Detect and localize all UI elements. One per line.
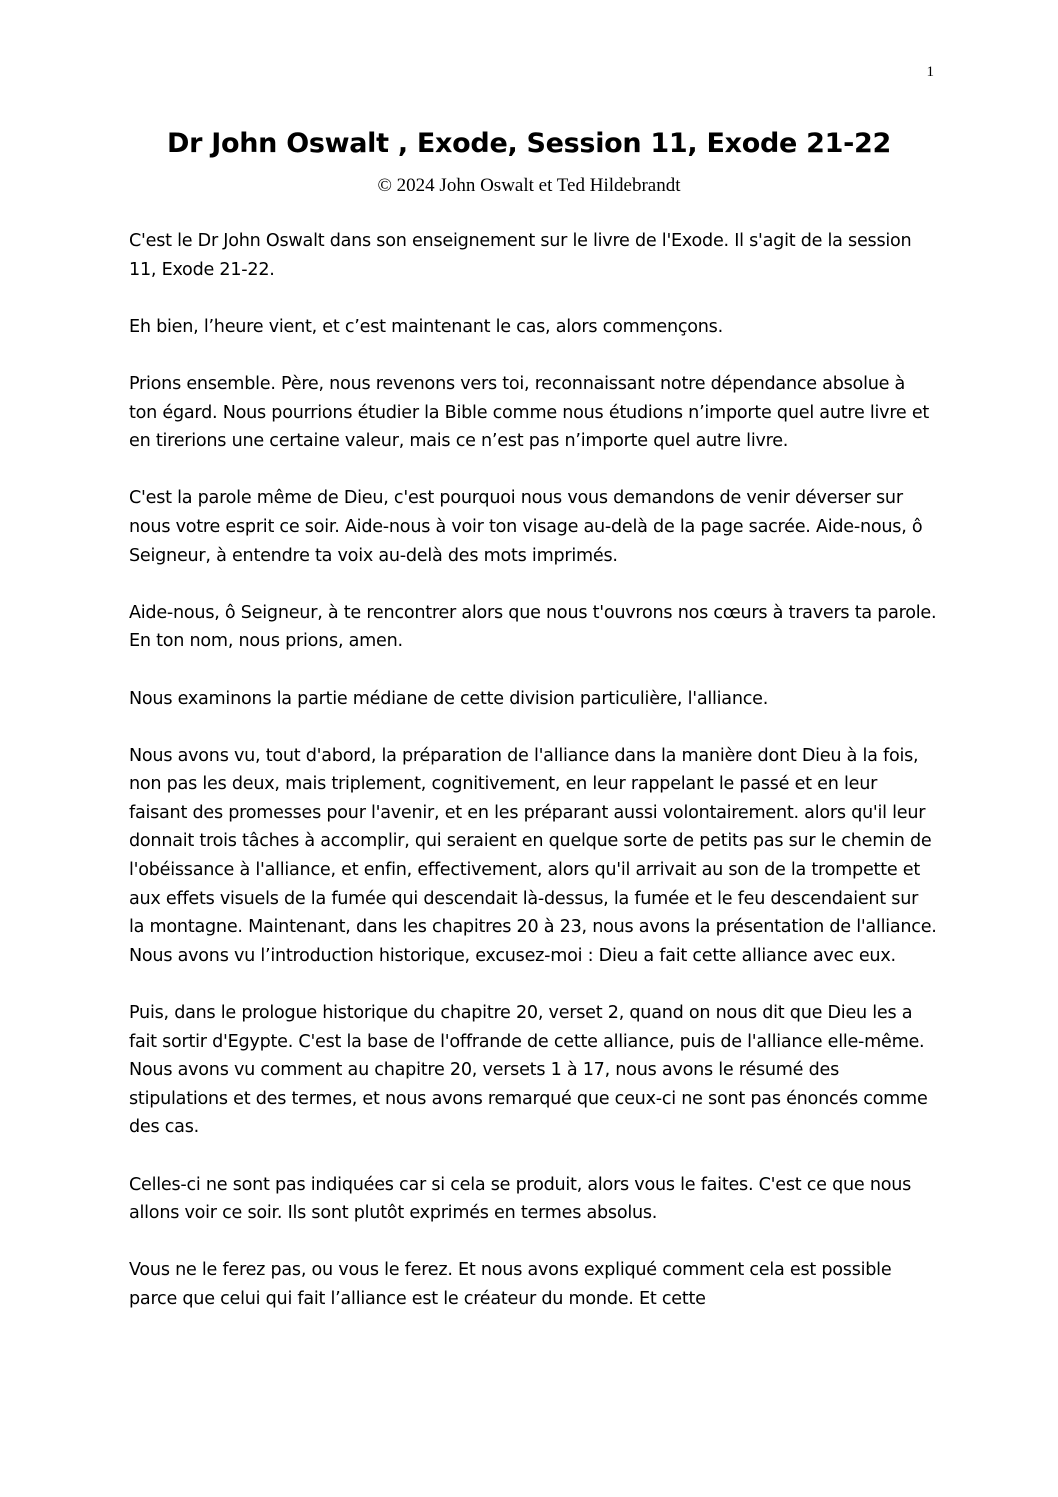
paragraph: Nous avons vu, tout d'abord, la préparation de l'alliance dans la manière dont Dieu à la fois, non pas les deux, mais triplement, cognitivement, en leur rappelant le passé et en leur faisant des promesses pour l'avenir, et en les préparant aussi volontairement. alors qu'il leur donnait trois tâches à accomplir, qui seraient en quelque sorte de petits pas sur le chemin de l'obéissance à l'alliance, et enfin, effectivement, alors qu'il arrivait au son de la trompette et aux effets visuels de la fumée qui descendait là-dessus, la fumée et le feu descendaient sur la montagne. Maintenant, dans les chapitres 20 à 23, nous avons la présentation de l'alliance. Nous avons vu l’introduction historique, excusez-moi : Dieu a fait cette alliance avec eux. [129, 745, 937, 966]
paragraph: C'est la parole même de Dieu, c'est pourquoi nous vous demandons de venir déverser sur nous votre esprit ce soir. Aide-nous à voir ton visage au-delà de la page sacrée. Aide-nous, ô Seigneur, à entendre ta voix au-delà des mots imprimés. [129, 488, 923, 566]
page-number: 1 [926, 64, 934, 80]
paragraph: C'est le Dr John Oswalt dans son enseignement sur le livre de l'Exode. Il s'agit de la session 11, Exode 21-22. [129, 231, 912, 280]
paragraph: Nous examinons la partie médiane de cette division particulière, l'alliance. [129, 688, 769, 709]
paragraph: Puis, dans le prologue historique du chapitre 20, verset 2, quand on nous dit que Dieu les a fait sortir d'Egypte. C'est la base de l'offrande de cette alliance, puis de l'alliance elle-même. Nous avons vu comment au chapitre 20, versets 1 à 17, nous avons le résumé des stipulations et des termes, et nous avons remarqué que ceux-ci ne sont pas énoncés comme des cas. [129, 1003, 928, 1138]
paragraph: Vous ne le ferez pas, ou vous le ferez. Et nous avons expliqué comment cela est possible parce que celui qui fait l’alliance est le créateur du monde. Et cette [129, 1260, 892, 1309]
paragraph: Celles-ci ne sont pas indiquées car si cela se produit, alors vous le faites. C'est ce que nous allons voir ce soir. Ils sont plutôt exprimés en termes absolus. [129, 1174, 912, 1224]
document-body [129, 227, 937, 1342]
paragraph: Eh bien, l’heure vient, et c’est maintenant le cas, alors commençons. [129, 316, 723, 337]
document-title: Dr John Oswalt , Exode, Session 11, Exode 21-22 [167, 128, 891, 159]
paragraph: Aide-nous, ô Seigneur, à te rencontrer alors que nous t'ouvrons nos cœurs à travers ta parole. En ton nom, nous prions, amen. [129, 602, 937, 652]
paragraph: Prions ensemble. Père, nous revenons vers toi, reconnaissant notre dépendance absolue à ton égard. Nous pourrions étudier la Bible comme nous étudions n’importe quel autre livre et en tirerions une certaine valeur, mais ce n’est pas n’importe quel autre livre. [129, 373, 930, 452]
copyright-line: © 2024 John Oswalt et Ted Hildebrandt [377, 175, 681, 196]
